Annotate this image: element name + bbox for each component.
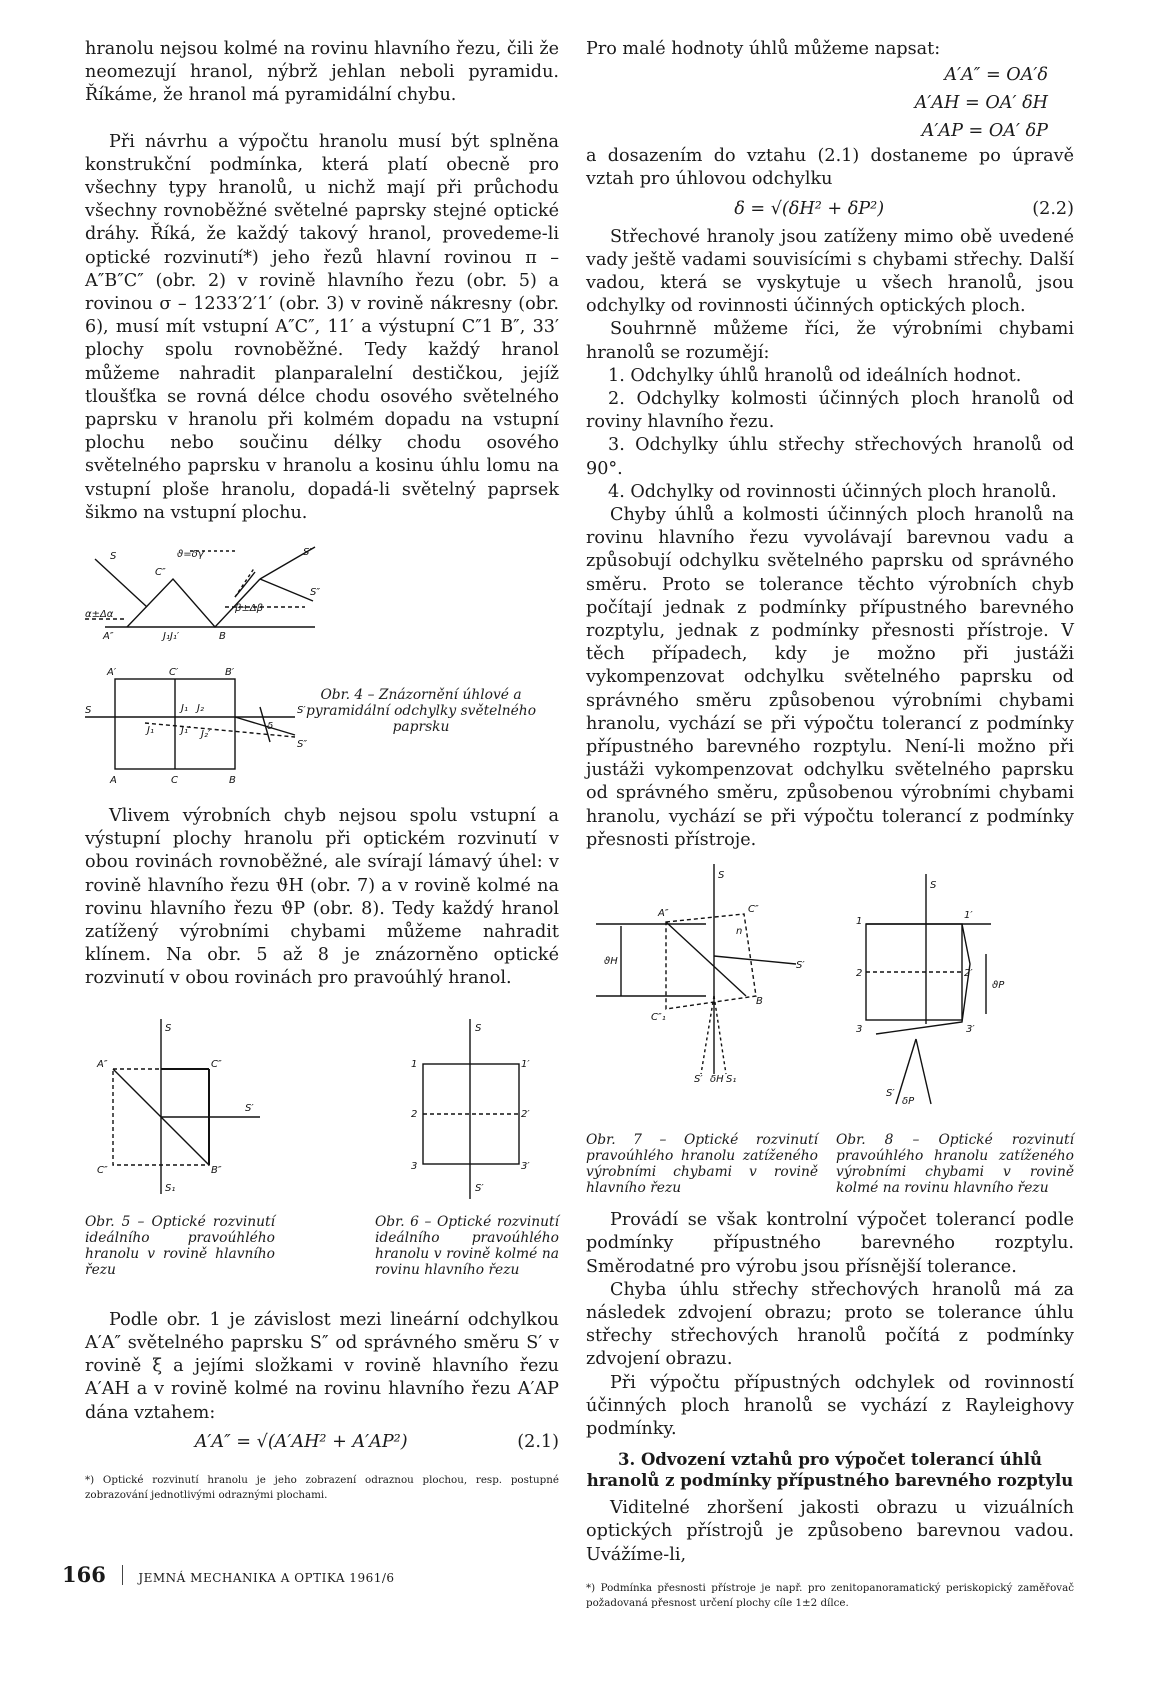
svg-text:A: A xyxy=(110,775,117,787)
svg-text:n: n xyxy=(736,926,743,938)
svg-text:B: B xyxy=(219,631,226,643)
equation-2-2 xyxy=(586,192,1074,226)
list-item: 4. Odchylky od rovinnosti účinných ploch hranolů. xyxy=(608,481,1057,502)
svg-text:1: 1 xyxy=(856,916,863,928)
svg-text:S′: S′ xyxy=(297,705,306,717)
right-paragraph-1: Pro malé hodnoty úhlů můžeme napsat: xyxy=(586,39,941,59)
svg-text:A″: A″ xyxy=(97,1058,108,1070)
svg-text:S: S xyxy=(110,551,117,563)
right-paragraph-6: Provádí se však kontrolní výpočet tolerancí podle podmínky přípustného barevného rozptylu. Směrodatné pro výrobu jsou přísnější tolerance. xyxy=(586,1210,1074,1277)
figure-7-8-drawing xyxy=(586,864,1074,1124)
right-paragraph-3: Střechové hranoly jsou zatíženy mimo obě uvedené vady ještě vadami souvisícími s chybami střechy. Další vadou, která se vyskytuje u všech hranolů, jsou odchylky od rovinnosti účinných optických ploch. xyxy=(586,226,1074,317)
footer-divider xyxy=(122,1565,123,1585)
right-paragraph-4: Souhrnně můžeme říci, že výrobními chybami hranolů se rozumějí: xyxy=(586,319,1074,363)
list-item: 1. Odchylky úhlů hranolů od ideálních hodnot. xyxy=(608,365,1022,386)
svg-text:B″: B″ xyxy=(211,1164,222,1176)
svg-text:C″: C″ xyxy=(211,1058,222,1070)
svg-text:S′: S′ xyxy=(886,1088,895,1100)
svg-text:C: C xyxy=(171,775,178,787)
figure-7-caption: Obr. 7 – Optické rozvinutí pravoúhlého hranolu zatíženého výrobními chybami v rovině hlavního řezu xyxy=(586,1132,818,1197)
svg-text:S′: S′ xyxy=(245,1102,254,1114)
svg-text:J₁J₁′: J₁J₁′ xyxy=(163,631,180,643)
equation-c: A′AP = OA′ δP xyxy=(921,121,1048,142)
svg-text:α±Δα: α±Δα xyxy=(85,609,114,621)
svg-text:S: S xyxy=(930,880,937,892)
equation-2-2-number: (2.2) xyxy=(1032,198,1074,219)
figure-8-caption: Obr. 8 – Optické rozvinutí pravoúhlého hranolu zatíženého výrobními chybami v rovině kolmé na rovinu hlavního řezu xyxy=(836,1132,1074,1197)
svg-text:S: S xyxy=(475,1022,482,1034)
svg-text:S″: S″ xyxy=(310,587,321,599)
equation-2-2-formula: δ = √(δH² + δP²) xyxy=(734,198,885,219)
svg-text:S: S xyxy=(85,705,92,717)
left-paragraph-4: Podle obr. 1 je závislost mezi lineární odchylkou A′A″ světelného paprsku S″ od správného směru S′ v rovině ξ a jejími složkami v rovině hlavního řezu A′AH a v rovině kolmé na rovinu hlavního řezu A′AP dána vztahem: xyxy=(85,1309,559,1423)
equation-2-1 xyxy=(85,1425,559,1459)
svg-text:A′: A′ xyxy=(107,667,117,679)
svg-text:1: 1 xyxy=(411,1058,418,1070)
figure-4-drawing xyxy=(85,537,559,787)
svg-text:2: 2 xyxy=(411,1108,418,1120)
svg-text:C′: C′ xyxy=(169,667,179,679)
equation-b: A′AH = OA′ δH xyxy=(914,93,1048,114)
svg-text:S: S xyxy=(165,1022,172,1034)
left-paragraph-3: Vlivem výrobních chyb nejsou spolu vstupní a výstupní plochy hranolu při optickém rozvinutí v obou rovinách rovnoběžné, ale svírají lámavý úhel: v rovině hlavního řezu ϑH (obr. 7) a v rovině kolmé na rovinu hlavního řezu ϑP (obr. 8). Tedy každý hranol zatížený výrobními chybami můžeme nahradit klínem. Na obr. 5 až 8 je znázorněno optické rozvinutí v obou rovinách pro pravoúhlý hranol. xyxy=(85,806,559,989)
equation-a: A′A″ = OA′δ xyxy=(944,65,1048,86)
svg-text:1′: 1′ xyxy=(964,910,973,922)
svg-text:S′: S′ xyxy=(303,547,312,559)
svg-text:2′: 2′ xyxy=(521,1108,530,1120)
svg-text:S′: S′ xyxy=(475,1182,484,1194)
svg-text:S: S xyxy=(718,870,725,882)
svg-text:3′: 3′ xyxy=(966,1024,975,1036)
right-paragraph-7: Chyba úhlu střechy střechových hranolů má za následek zdvojení obrazu; proto se tolerance úhlu střechy střechových hranolů počítá z podmínky zdvojení obrazu. xyxy=(586,1279,1074,1370)
svg-text:A″: A″ xyxy=(658,908,669,920)
right-paragraph-8: Při výpočtu přípustných odchylek od rovinností účinných ploch hranolů se vychází z Rayleighovy podmínky. xyxy=(586,1372,1074,1439)
svg-text:3: 3 xyxy=(856,1024,863,1036)
equation-2-1-number: (2.1) xyxy=(517,1431,559,1452)
svg-text:S′: S′ xyxy=(796,960,805,972)
svg-text:C″: C″ xyxy=(155,567,166,579)
svg-text:δ: δ xyxy=(267,721,274,733)
svg-text:δH: δH xyxy=(710,1074,724,1086)
svg-text:C″: C″ xyxy=(97,1164,108,1176)
left-column xyxy=(85,38,559,1503)
right-paragraph-2: a dosazením do vztahu (2.1) dostaneme po úpravě vztah pro úhlovou odchylku xyxy=(586,146,1074,190)
figure-6-caption: Obr. 6 – Optické rozvinutí ideálního pravoúhlého hranolu v rovině kolmé na rovinu hlavního řezu xyxy=(375,1213,559,1278)
equation-2-1-formula: A′A″ = √(A′AH² + A′AP²) xyxy=(194,1431,408,1452)
list-item: 2. Odchylky kolmosti účinných ploch hranolů od roviny hlavního řezu. xyxy=(586,389,1074,433)
svg-text:ϑ=δγ: ϑ=δγ xyxy=(177,549,204,561)
figure-4-caption: Obr. 4 – Znázornění úhlové a pyramidální odchylky světelného paprsku xyxy=(306,687,536,736)
list-item: 3. Odchylky úhlu střechy střechových hranolů od 90°. xyxy=(586,435,1074,479)
left-paragraph-1: hranolu nejsou kolmé na rovinu hlavního řezu, čili že neomezují hranol, nýbrž jehlan neboli pyramidu. Říkáme, že hranol má pyramidální chybu. xyxy=(85,39,559,106)
svg-text:J₁: J₁ xyxy=(181,703,188,715)
svg-text:A″: A″ xyxy=(103,631,114,643)
right-paragraph-9: Viditelné zhoršení jakosti obrazu u vizuálních optických přístrojů je způsobeno barevnou vadou. Uvážíme-li, xyxy=(586,1498,1074,1565)
svg-text:ϑH: ϑH xyxy=(604,956,618,968)
svg-text:J₂′: J₂′ xyxy=(201,729,211,741)
svg-text:S′: S′ xyxy=(694,1074,703,1086)
svg-text:2: 2 xyxy=(856,968,863,980)
svg-text:S₁: S₁ xyxy=(726,1074,737,1086)
svg-text:β±Δβ: β±Δβ xyxy=(235,603,263,615)
svg-text:2′: 2′ xyxy=(964,968,973,980)
journal-name: JEMNÁ MECHANIKA A OPTIKA 1961/6 xyxy=(138,1571,395,1585)
svg-text:3′: 3′ xyxy=(521,1160,530,1172)
right-paragraph-5: Chyby úhlů a kolmosti účinných ploch hranolů na rovinu hlavního řezu vyvolávají barevnou vadu a způsobují odchylku světelného paprsku od správného směru. Proto se tolerance těchto výrobních chyb počítají jednak z podmínky přípustného barevného rozptylu, jednak z podmínky přesnosti přístroje. V těch případech, kdy je možno při justáži vykompenzovat odchylku světelného paprsku od správného směru způsobenou výrobními chybami hranolu, vychází se při výpočtu tolerancí z podmínky přípustného barevného rozptylu. Není-li možno při justáži vykompenzovat odchylku světelného paprsku od správného směru, způsobenou výrobními chybami hranolu, vychází se při výpočtu tolerancí z podmínky přesnosti přístroje. xyxy=(586,505,1074,850)
right-column xyxy=(586,38,1074,1611)
left-paragraph-2: Při návrhu a výpočtu hranolu musí být splněna konstrukční podmínka, která platí obecně pro všechny typy hranolů, u nichž mají při průchodu všechny rovnoběžné světelné paprsky stejné optické dráhy. Říká, že každý takový hranol, provedeme-li optické rozvinutí*) jeho řezů hlavní rovinou π – A″B″C″ (obr. 2) v rovině hlavního řezu (obr. 5) a rovinou σ – 1233′2′1′ (obr. 3) v rovině nákresny (obr. 6), musí mít vstupní A″C″, 11′ a výstupní C″1 B″, 33′ plochy spolu rovnoběžné. Tedy každý hranol můžeme nahradit planparalelní destičkou, jejíž tloušťka se rovná délce chodu osového světelného paprsku v hranolu při kolmém dopadu na vstupní plochu nebo součinu délky chodu osového světelného paprsku v hranolu a kosinu úhlu lomu na vstupní ploše hranolu, dopadá-li světelný paprsek šikmo na vstupní plochu. xyxy=(85,131,559,523)
svg-text:J₁′: J₁′ xyxy=(181,725,191,737)
svg-text:δP: δP xyxy=(902,1096,915,1108)
svg-text:B: B xyxy=(756,996,763,1008)
svg-text:S″: S″ xyxy=(297,739,308,751)
svg-text:1′: 1′ xyxy=(521,1058,530,1070)
svg-text:J₁: J₁ xyxy=(147,725,154,737)
right-footnote: *) Podmínka přesnosti přístroje je např. pro zenitopanoramatický periskopický zaměřovač požadovaná přesnost určení plochy cíle 1±2 dílce. xyxy=(586,1581,1074,1609)
svg-text:S₁: S₁ xyxy=(165,1182,176,1194)
figures-5-6 xyxy=(85,1009,559,1309)
page-number: 166 xyxy=(62,1562,106,1587)
figures-7-8 xyxy=(586,864,1074,1209)
figure-4 xyxy=(85,537,559,787)
svg-text:C″: C″ xyxy=(748,904,759,916)
svg-text:J₂: J₂ xyxy=(197,703,204,715)
svg-text:B: B xyxy=(229,775,236,787)
figure-5-caption: Obr. 5 – Optické rozvinutí ideálního pravoúhlého hranolu v rovině hlavního řezu xyxy=(85,1213,275,1278)
left-footnote: *) Optické rozvinutí hranolu je jeho zobrazení odraznou plochou, resp. postupné zobrazování jednotlivými odraznými plochami. xyxy=(85,1473,559,1501)
svg-text:B′: B′ xyxy=(225,667,235,679)
page-footer xyxy=(62,1562,395,1587)
section-heading: 3. Odvození vztahů pro výpočet tolerancí úhlů hranolů z podmínky přípustného barevného rozptylu xyxy=(586,1450,1074,1491)
svg-text:C″₁: C″₁ xyxy=(651,1012,666,1024)
svg-text:ϑP: ϑP xyxy=(992,980,1005,992)
svg-text:3: 3 xyxy=(411,1160,418,1172)
